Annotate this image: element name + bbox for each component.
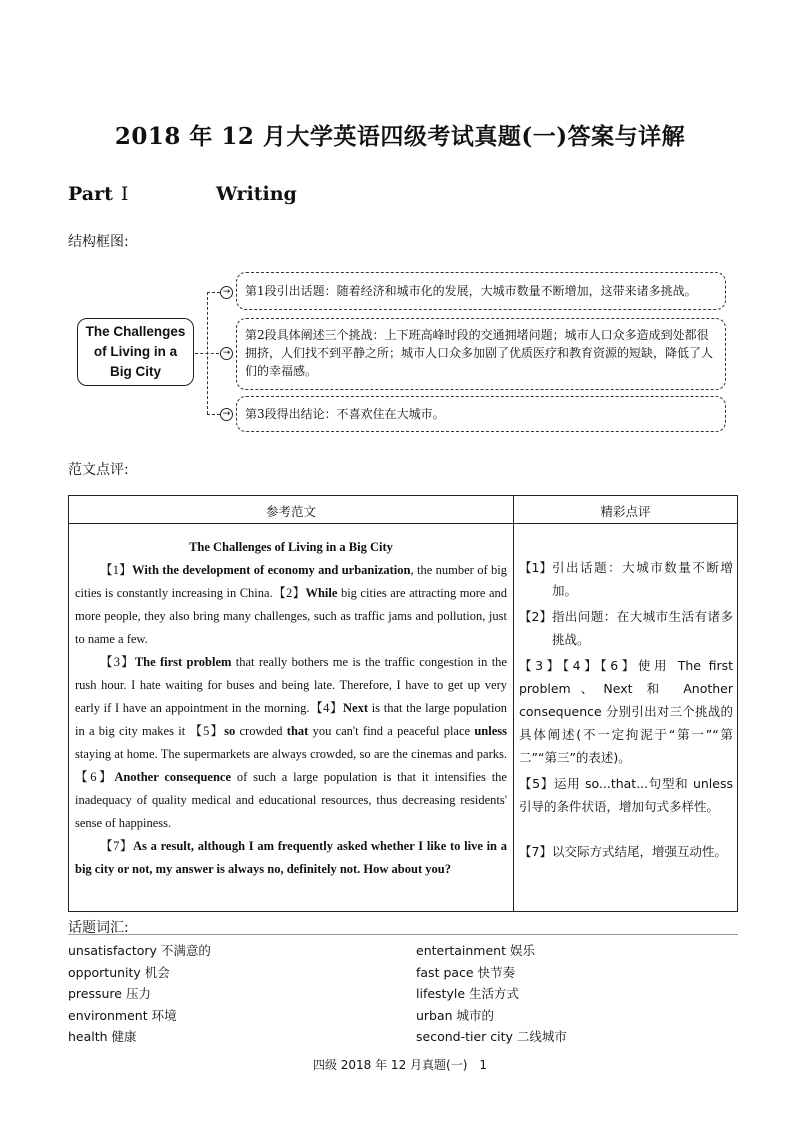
diagram-branch-2: 第2段具体阐述三个挑战：上下班高峰时段的交通拥堵问题；城市人口众多造成到处都很拥挤，人们找不到平静之所；城市人口众多加剧了优质医疗和教育资源的短缺，降低了人们的幸福感。	[236, 318, 726, 390]
page-title: 2018 年 12 月大学英语四级考试真题(一)答案与详解	[114, 123, 686, 150]
review-table	[68, 495, 738, 912]
diagram-branch-3: 第3段得出结论：不喜欢住在大城市。	[236, 396, 726, 432]
diagram-root: The Challenges of Living in a Big City	[77, 318, 194, 386]
arrow-right-icon: →	[220, 286, 233, 299]
part-heading	[68, 183, 128, 205]
column-divider	[513, 496, 514, 911]
connector-1	[207, 292, 220, 293]
essay-paragraph-3: 【7】As a result, although I am frequently asked whether I like to live in a big city or not, my answer is always no, definitely not. How about you?	[75, 839, 507, 876]
comment-item: 【3】【4】【6】使用 The first problem、Next 和 Another consequence 分别引出对三个挑战的具体阐述(不一定拘泥于“第一”“第二”“第三”的表述)。	[519, 658, 734, 765]
vocab-item: unsatisfactory 不满意的	[68, 943, 211, 958]
vocab-item: lifestyle 生活方式	[416, 986, 519, 1001]
part-number: Ⅰ	[120, 183, 129, 205]
vocab-item: entertainment 娱乐	[416, 943, 535, 958]
divider	[68, 934, 738, 935]
review-label: 范文点评:	[68, 462, 129, 478]
vocab-list-right	[416, 940, 567, 1048]
essay-paragraph-2: 【3】The first problem that really bothers me is the traffic congestion in the rush hour. I hate waiting for buses and being late. Therefore, I have to get up very early if I have an appointment in the morning.【4】Next is that the large population in a big city makes it 【5】so crowded that you can't find a peaceful place unless staying at home. The supermarkets are always crowded, so are the cinemas and parks.【6】Another consequence of such a large population is that it intensifies the inadequacy of quality medical and educational resources, thus decreasing residents' sense of happiness.	[75, 655, 507, 830]
essay-paragraph-1: 【1】With the development of economy and urbanization, the number of big cities is constantly increasing in China.【2】While big cities are attracting more and more people, they also bring many challenges, such as traffic jams and pollution, just to name a few.	[75, 563, 508, 646]
vocab-label: 话题词汇:	[68, 920, 129, 936]
vocab-item: second-tier city 二线城市	[416, 1029, 567, 1044]
vocab-item: urban 城市的	[416, 1007, 495, 1023]
comment-item: 【2】 指出问题：在大城市生活有诸多挑战。	[519, 609, 733, 647]
comment-item: 【5】运用 so...that...句型和 unless 引导的条件状语，增加句式多样性。	[519, 776, 733, 814]
structure-label: 结构框图:	[68, 234, 129, 250]
part-name: Writing	[216, 183, 297, 205]
vocab-item: pressure 压力	[68, 986, 151, 1001]
vocab-item: environment 环境	[68, 1007, 177, 1023]
connector-3	[207, 414, 220, 415]
essay-title: The Challenges of Living in a Big City	[189, 540, 393, 554]
part-label: Part	[68, 183, 113, 205]
comment-list	[519, 556, 733, 863]
col-header-essay: 参考范文	[265, 504, 316, 519]
vocab-list-left	[68, 940, 211, 1048]
vocab-item: health 健康	[68, 1029, 137, 1044]
vocab-item: fast pace 快节奏	[416, 964, 516, 980]
comment-item: 【7】 以交际方式结尾，增强互动性。	[519, 844, 727, 859]
vocab-item: opportunity 机会	[68, 964, 170, 980]
arrow-right-icon: →	[220, 347, 233, 360]
comment-item: 【1】 引出话题：大城市数量不断增加。	[519, 560, 733, 598]
arrow-right-icon: →	[220, 408, 233, 421]
page-footer: 四级 2018 年 12 月真题(一) 1	[312, 1058, 488, 1072]
diagram-branch-1: 第1段引出话题：随着经济和城市化的发展，大城市数量不断增加，这带来诸多挑战。	[236, 272, 726, 310]
col-header-comments: 精彩点评	[600, 504, 651, 519]
table-header	[69, 496, 737, 524]
connector-vertical	[207, 292, 208, 414]
sample-essay	[75, 536, 507, 881]
